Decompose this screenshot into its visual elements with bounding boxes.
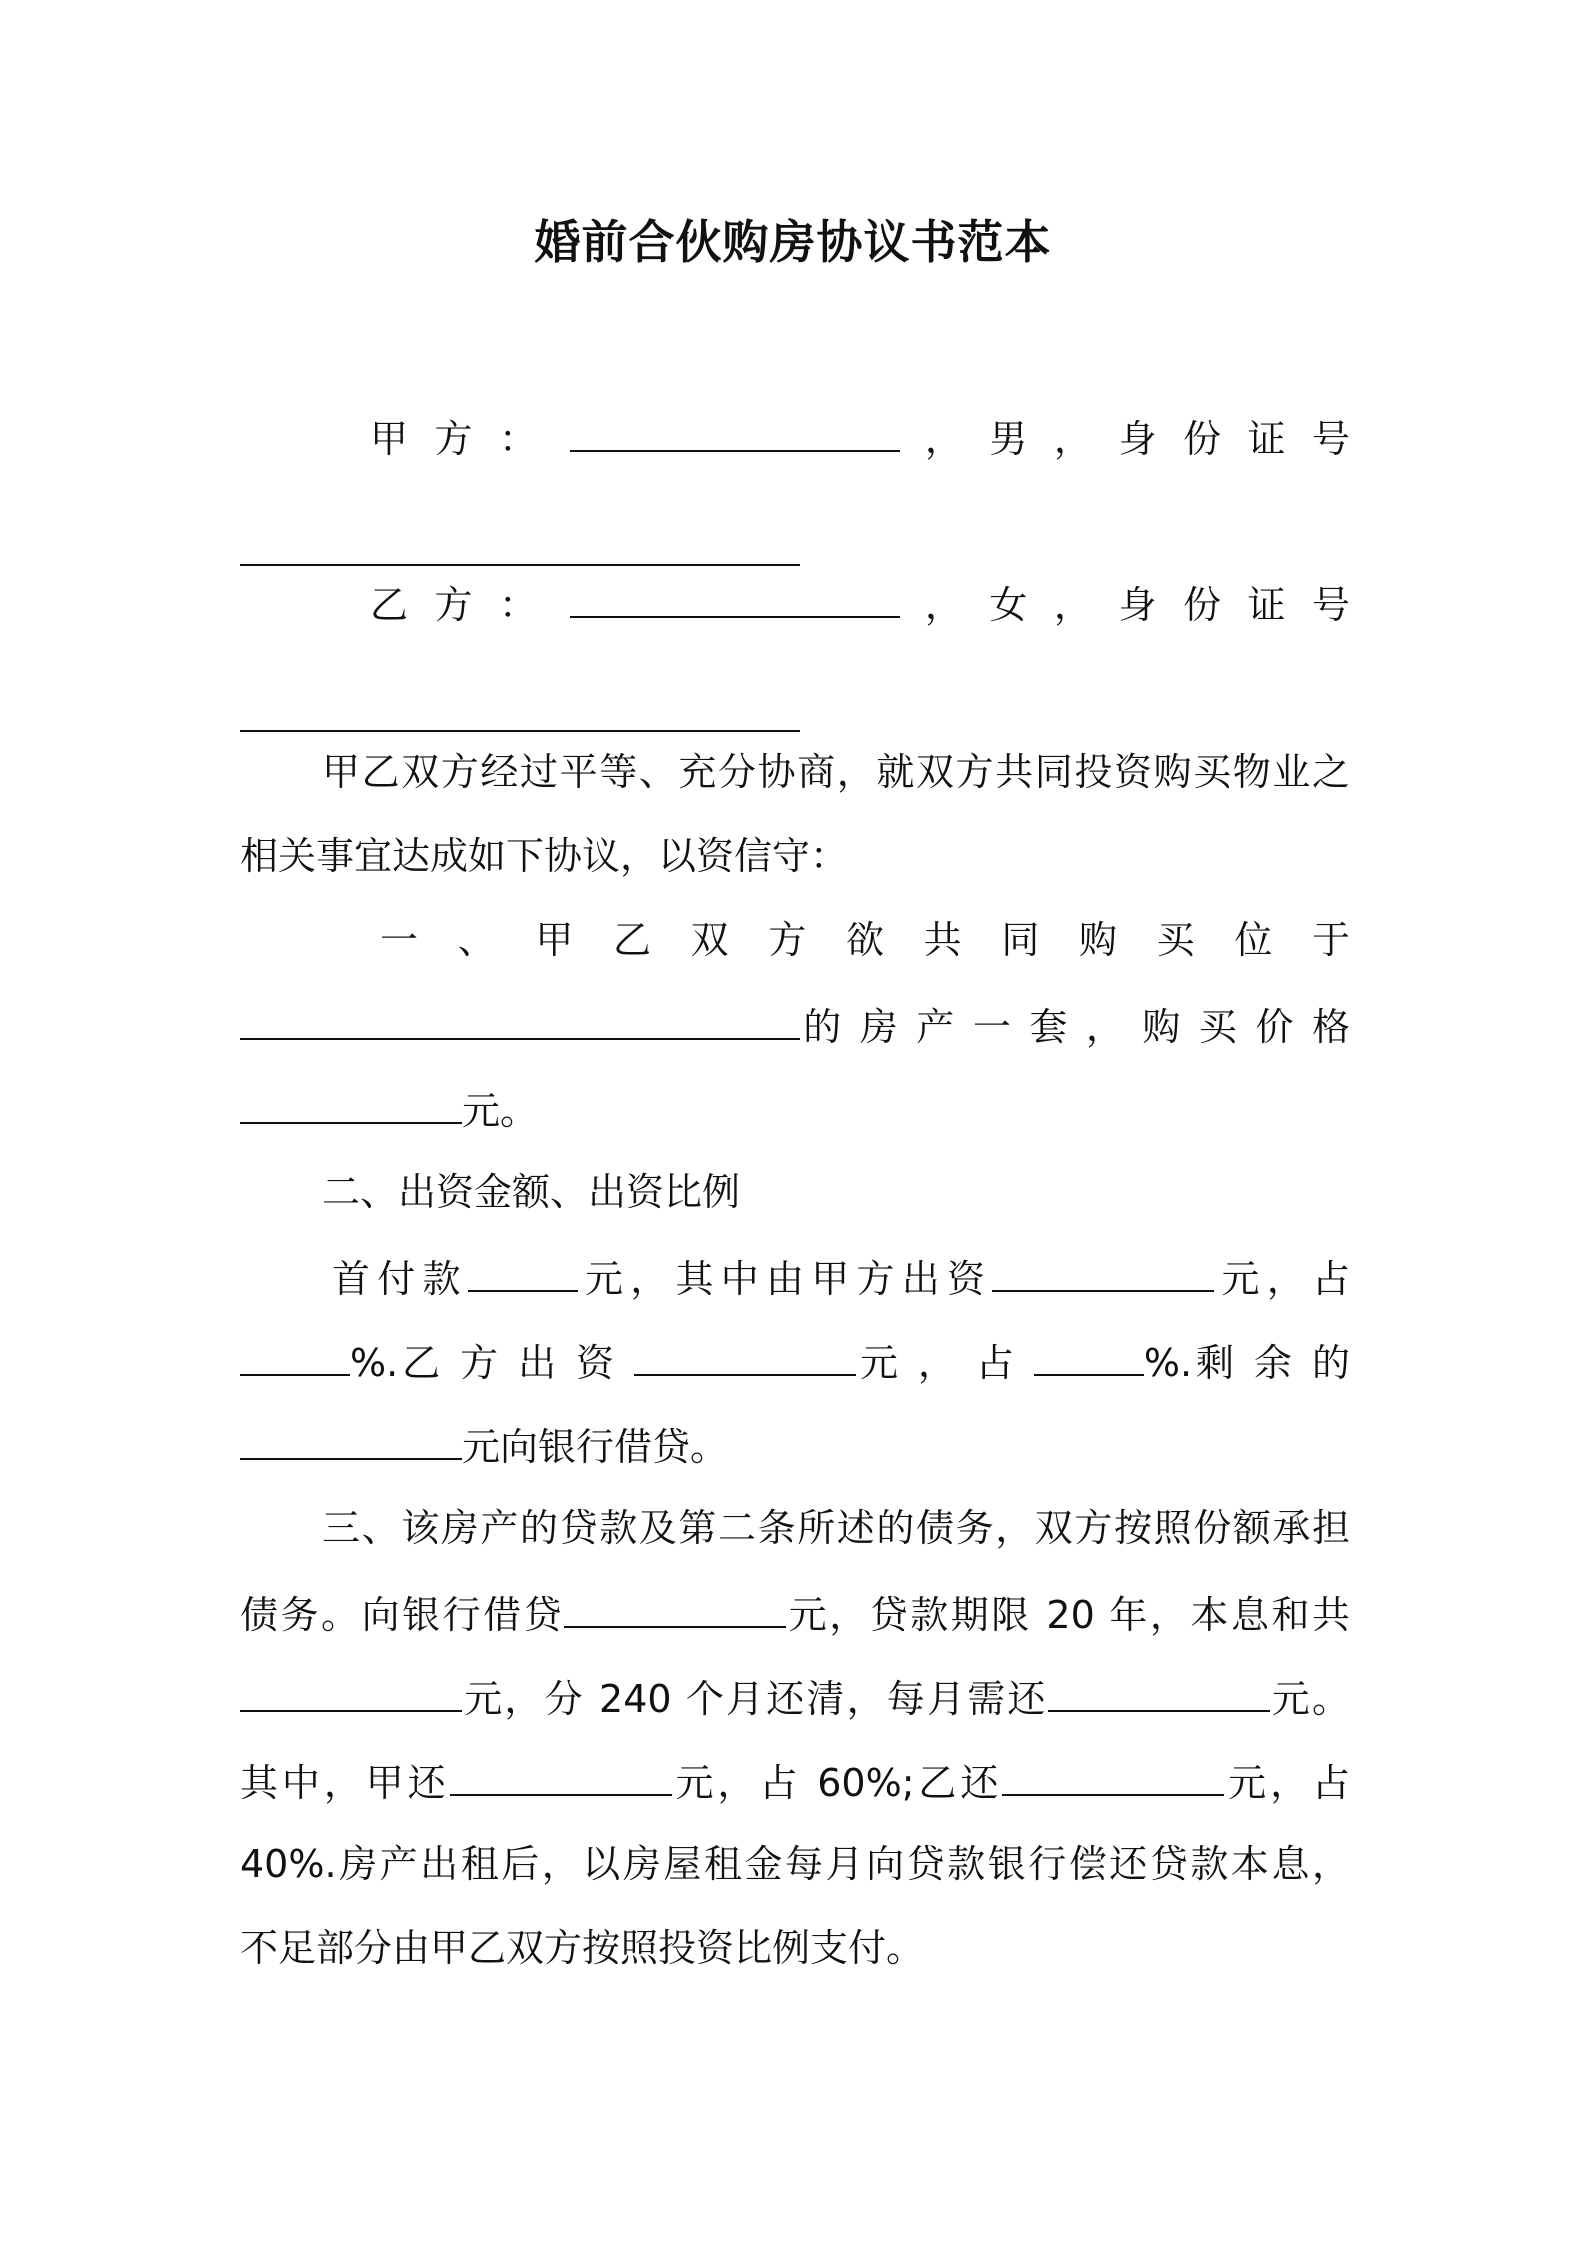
clause1-line-2-text: 的 房 产 一 套 ， 购 买 价 格 [800, 1005, 1350, 1049]
document-title: 婚前合伙购房协议书范本 [534, 215, 1052, 269]
clause3-yuan-label: 元。 [1269, 1677, 1350, 1721]
clause3-line-1: 三、该房产的贷款及第二条所述的债务，双方按照份额承担 [322, 1506, 1350, 1550]
clause1-line-3-text: 元。 [462, 1089, 539, 1133]
clause1-line-1: 一 、 甲 乙 双 方 欲 共 同 购 买 位 于 [380, 918, 1350, 962]
party-b-contribution-blank[interactable] [634, 1332, 856, 1376]
loan-blank[interactable] [564, 1584, 786, 1628]
clause1-line-2 [240, 996, 1350, 1052]
clause2-line-1 [240, 1248, 1350, 1304]
clause3-loan-label: 债务。向银行借贷 [240, 1593, 565, 1637]
party-a-line [240, 408, 1350, 464]
clause2-line-3 [240, 1416, 1350, 1472]
clause3-months-label: 元，分 240 个月还清，每月需还 [462, 1677, 1048, 1721]
clause2-party-b-share-label: 元 ， 占 [856, 1341, 1018, 1385]
party-a-label: 甲 方 ： [370, 417, 545, 461]
clause3-line-4 [240, 1752, 1350, 1808]
party-a-id-blank[interactable] [240, 522, 800, 566]
party-a-suffix: ， 男 ， 身 份 证 号 [924, 417, 1350, 461]
clause3-line-6: 不足部分由甲乙双方按照投资比例支付。 [240, 1926, 925, 1970]
property-address-blank[interactable] [240, 996, 800, 1040]
total-principal-interest-blank[interactable] [240, 1668, 462, 1712]
clause3-party-b-repay-label: 元，占 60%;乙还 [671, 1761, 1003, 1805]
party-a-id-line [240, 522, 1350, 578]
clause2-line-2 [240, 1332, 1350, 1388]
purchase-price-blank[interactable] [240, 1080, 462, 1124]
clause3-term-label: 元，贷款期限 20 年，本息和共 [786, 1593, 1350, 1637]
down-payment-blank[interactable] [468, 1248, 578, 1292]
party-a-contribution-blank[interactable] [992, 1248, 1214, 1292]
party-b-id-line [240, 688, 1350, 744]
party-b-name-blank[interactable] [570, 574, 900, 618]
clause2-share-label: 元，占 [1214, 1257, 1350, 1301]
party-b-repay-blank[interactable] [1002, 1752, 1224, 1796]
clause2-line-3-text: 元向银行借贷。 [462, 1425, 729, 1469]
clause3-party-a-repay-label: 其中，甲还 [240, 1761, 450, 1805]
party-b-percent-blank[interactable] [1034, 1332, 1144, 1376]
monthly-payment-blank[interactable] [1048, 1668, 1270, 1712]
clause3-share-label: 元，占 [1224, 1761, 1350, 1805]
party-b-line [240, 574, 1350, 630]
clause3-line-2 [240, 1584, 1350, 1640]
clause2-party-a-label: 元，其中由甲方出资 [577, 1257, 993, 1301]
party-a-percent-blank[interactable] [240, 1332, 350, 1376]
party-b-label: 乙 方 ： [370, 583, 545, 627]
bank-loan-amount-blank[interactable] [240, 1416, 462, 1460]
party-a-name-blank[interactable] [570, 408, 900, 452]
clause3-line-3 [240, 1668, 1350, 1724]
intro-line-2: 相关事宜达成如下协议，以资信守： [240, 834, 849, 878]
clause2-down-payment-label: 首付款 [332, 1257, 468, 1301]
clause2-remaining-label: %.剩 余 的 [1143, 1341, 1350, 1385]
clause2-party-b-label: %.乙 方 出 资 [350, 1341, 618, 1385]
clause2-heading: 二、出资金额、出资比例 [322, 1170, 741, 1214]
party-b-id-blank[interactable] [240, 688, 800, 732]
intro-line-1: 甲乙双方经过平等、充分协商，就双方共同投资购买物业之 [322, 750, 1350, 794]
clause1-line-3 [240, 1080, 1350, 1136]
clause3-line-5: 40%.房产出租后，以房屋租金每月向贷款银行偿还贷款本息， [240, 1842, 1350, 1886]
party-b-suffix: ， 女 ， 身 份 证 号 [924, 583, 1350, 627]
party-a-repay-blank[interactable] [450, 1752, 672, 1796]
